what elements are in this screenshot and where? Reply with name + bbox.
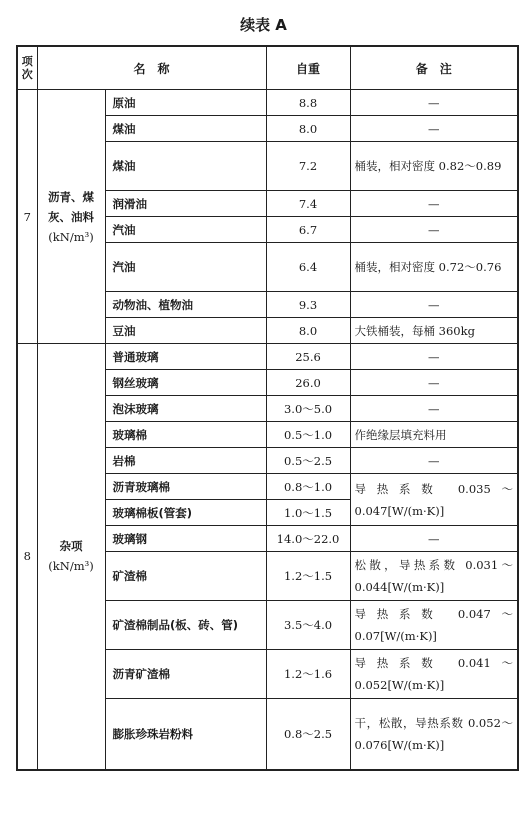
unit-weight: 1.2～1.6: [266, 650, 350, 699]
material-name: 玻璃棉板(管套): [105, 500, 266, 526]
material-name: 动物油、植物油: [105, 292, 266, 318]
material-name: 原油: [105, 90, 266, 116]
material-name: 煤油: [105, 142, 266, 191]
material-name: 矿渣棉: [105, 552, 266, 601]
remark: 松散，导热系数 0.031～0.044[W/(m·K)]: [350, 552, 518, 601]
remark: 干，松散，导热系数 0.052～0.076[W/(m·K)]: [350, 699, 518, 770]
unit-weight: 3.0～5.0: [266, 396, 350, 422]
material-name: 玻璃棉: [105, 422, 266, 448]
remark: —: [350, 90, 518, 116]
category-line: (kN/m³): [48, 559, 94, 574]
table-title: 续表 A: [240, 16, 287, 34]
material-name: 泡沫玻璃: [105, 396, 266, 422]
material-name: 矿渣棉制品(板、砖、管): [105, 601, 266, 650]
unit-weight: 0.5～2.5: [266, 448, 350, 474]
remark: —: [350, 448, 518, 474]
category-line: 杂项: [59, 539, 83, 554]
material-name: 沥青玻璃棉: [105, 474, 266, 500]
remark: —: [350, 217, 518, 243]
remark: 桶装，相对密度 0.82～0.89: [350, 142, 518, 191]
unit-weight: 3.5～4.0: [266, 601, 350, 650]
unit-weight: 7.4: [266, 191, 350, 217]
remark: 导热系数 0.047～0.07[W/(m·K)]: [350, 601, 518, 650]
material-name: 玻璃钢: [105, 526, 266, 552]
category-line: 沥青、煤: [48, 189, 94, 204]
remark: —: [350, 370, 518, 396]
remark: —: [350, 292, 518, 318]
remark: 导热系数 0.041～0.052[W/(m·K)]: [350, 650, 518, 699]
remark: —: [350, 191, 518, 217]
unit-weight: 9.3: [266, 292, 350, 318]
remark: —: [350, 116, 518, 142]
load-table: [16, 45, 519, 771]
material-name: 钢丝玻璃: [105, 370, 266, 396]
item-number: 8: [17, 344, 37, 770]
material-name: 膨胀珍珠岩粉料: [105, 699, 266, 770]
table-row: [17, 344, 518, 370]
material-name: 汽油: [105, 243, 266, 292]
unit-weight: 6.7: [266, 217, 350, 243]
material-name: 煤油: [105, 116, 266, 142]
unit-weight: 1.0～1.5: [266, 500, 350, 526]
remark: —: [350, 396, 518, 422]
material-name: 汽油: [105, 217, 266, 243]
remark: 作绝缘层填充料用: [350, 422, 518, 448]
header-name: 名 称: [37, 46, 266, 90]
unit-weight: 1.2～1.5: [266, 552, 350, 601]
category-line: 灰、油料: [48, 209, 94, 224]
header-item: 项次: [17, 46, 37, 90]
material-name: 沥青矿渣棉: [105, 650, 266, 699]
unit-weight: 0.5～1.0: [266, 422, 350, 448]
unit-weight: 0.8～1.0: [266, 474, 350, 500]
remark: 桶装，相对密度 0.72～0.76: [350, 243, 518, 292]
material-name: 润滑油: [105, 191, 266, 217]
material-name: 岩棉: [105, 448, 266, 474]
item-number: 7: [17, 90, 37, 344]
remark: —: [350, 526, 518, 552]
category-line: (kN/m³): [48, 229, 94, 244]
unit-weight: 8.0: [266, 318, 350, 344]
unit-weight: 7.2: [266, 142, 350, 191]
remark: 大铁桶装，每桶 360kg: [350, 318, 518, 344]
header-note: 备 注: [350, 46, 518, 90]
header-weight: 自重: [266, 46, 350, 90]
material-name: 普通玻璃: [105, 344, 266, 370]
unit-weight: 8.8: [266, 90, 350, 116]
unit-weight: 26.0: [266, 370, 350, 396]
unit-weight: 0.8～2.5: [266, 699, 350, 770]
unit-weight: 6.4: [266, 243, 350, 292]
remark: 导热系数 0.035～0.047[W/(m·K)]: [350, 474, 518, 526]
unit-weight: 25.6: [266, 344, 350, 370]
remark: —: [350, 344, 518, 370]
material-name: 豆油: [105, 318, 266, 344]
table-row: [17, 90, 518, 116]
unit-weight: 8.0: [266, 116, 350, 142]
category-label: [37, 344, 105, 770]
unit-weight: 14.0～22.0: [266, 526, 350, 552]
table-body: [17, 90, 518, 770]
category-label: [37, 90, 105, 344]
header-row: [17, 46, 518, 90]
